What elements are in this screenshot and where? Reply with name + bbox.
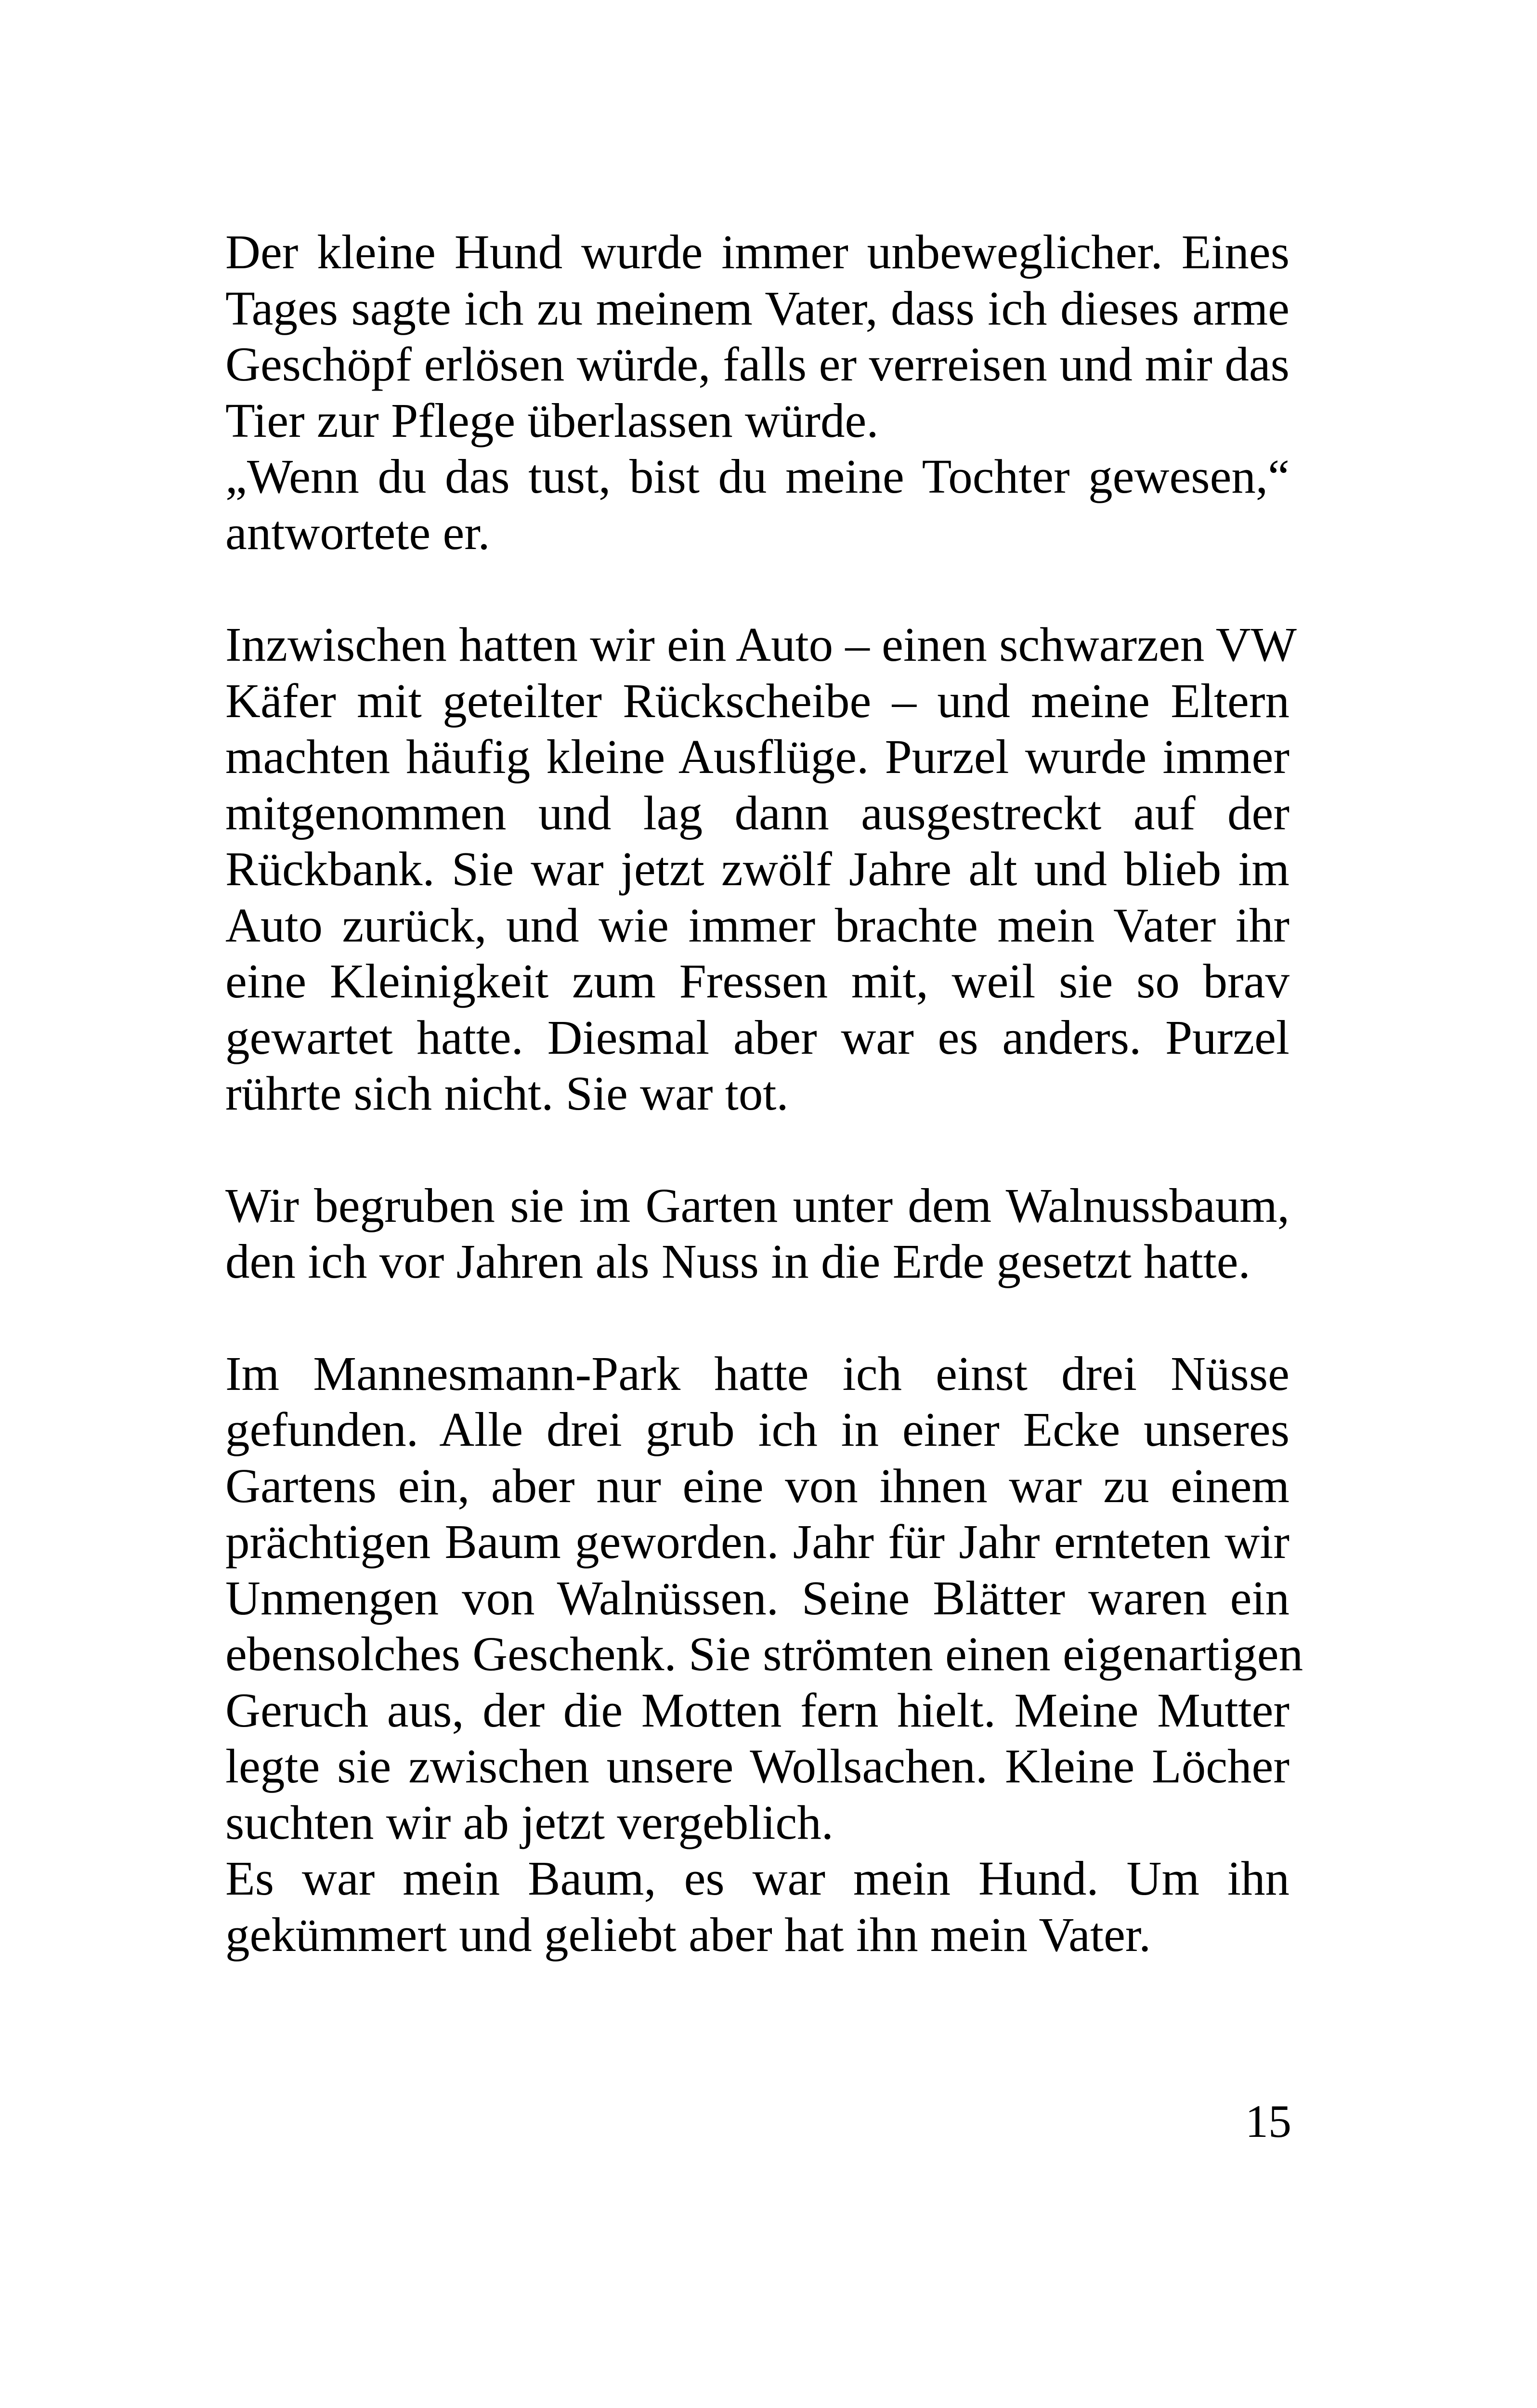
- text-line: mitgenommen und lag dann ausgestreckt auf der: [225, 785, 1290, 840]
- text-line: Geruch aus, der die Motten fern hielt. Meine Mutter: [225, 1683, 1290, 1737]
- text-line: gewartet hatte. Diesmal aber war es anders. Purzel: [225, 1010, 1290, 1064]
- text-line: Unmengen von Walnüssen. Seine Blätter waren ein: [225, 1570, 1290, 1625]
- text-line: prächtigen Baum geworden. Jahr für Jahr ernteten wir: [225, 1515, 1290, 1569]
- text-line: Tages sagte ich zu meinem Vater, dass ich dieses arme: [225, 281, 1290, 335]
- paragraph-car-trips: [225, 616, 1297, 1122]
- text-line: Auto zurück, und wie immer brachte mein Vater ihr: [225, 898, 1290, 952]
- text-line: Geschöpf erlösen würde, falls er verreisen und mir das: [225, 337, 1290, 391]
- page-number: 15: [1245, 2095, 1291, 2147]
- text-line: suchten wir ab jetzt vergeblich.: [225, 1795, 834, 1849]
- text-line: den ich vor Jahren als Nuss in die Erde gesetzt hatte.: [225, 1234, 1250, 1288]
- paragraph-dog-immobile: [225, 224, 1290, 448]
- text-line: machten häufig kleine Ausflüge. Purzel wurde immer: [225, 730, 1290, 784]
- paragraph-closing: [225, 1850, 1290, 1963]
- text-line: Käfer mit geteilter Rückscheibe – und meine Eltern: [225, 673, 1290, 728]
- text-line: Es war mein Baum, es war mein Hund. Um ihn: [225, 1851, 1290, 1905]
- text-line: Gartens ein, aber nur eine von ihnen war zu einem: [225, 1458, 1290, 1513]
- text-line: rührte sich nicht. Sie war tot.: [225, 1066, 789, 1120]
- text-line: Inzwischen hatten wir ein Auto – einen schwarzen VW: [225, 617, 1297, 671]
- text-line: legte sie zwischen unsere Wollsachen. Kleine Löcher: [225, 1739, 1290, 1793]
- text-line: ebensolches Geschenk. Sie strömten einen eigenartigen: [225, 1627, 1303, 1681]
- text-line: Im Mannesmann-Park hatte ich einst drei Nüsse: [225, 1346, 1290, 1400]
- body-text: [225, 224, 1303, 1963]
- text-line: Wir begruben sie im Garten unter dem Walnussbaum,: [225, 1178, 1290, 1232]
- text-line: „Wenn du das tust, bist du meine Tochter gewesen,“: [225, 449, 1290, 503]
- text-line: Der kleine Hund wurde immer unbeweglicher. Eines: [225, 225, 1290, 279]
- paragraph-walnut-tree: [225, 1346, 1303, 1851]
- text-line: eine Kleinigkeit zum Fressen mit, weil sie so brav: [225, 954, 1290, 1008]
- paragraph-father-reply: [225, 448, 1290, 561]
- text-line: antwortete er.: [225, 505, 490, 560]
- text-line: Rückbank. Sie war jetzt zwölf Jahre alt und blieb im: [225, 842, 1290, 896]
- text-line: gefunden. Alle drei grub ich in einer Ecke unseres: [225, 1402, 1290, 1456]
- text-line: gekümmert und geliebt aber hat ihn mein Vater.: [225, 1907, 1151, 1962]
- paragraph-burial: [225, 1178, 1290, 1290]
- text-line: Tier zur Pflege überlassen würde.: [225, 393, 879, 447]
